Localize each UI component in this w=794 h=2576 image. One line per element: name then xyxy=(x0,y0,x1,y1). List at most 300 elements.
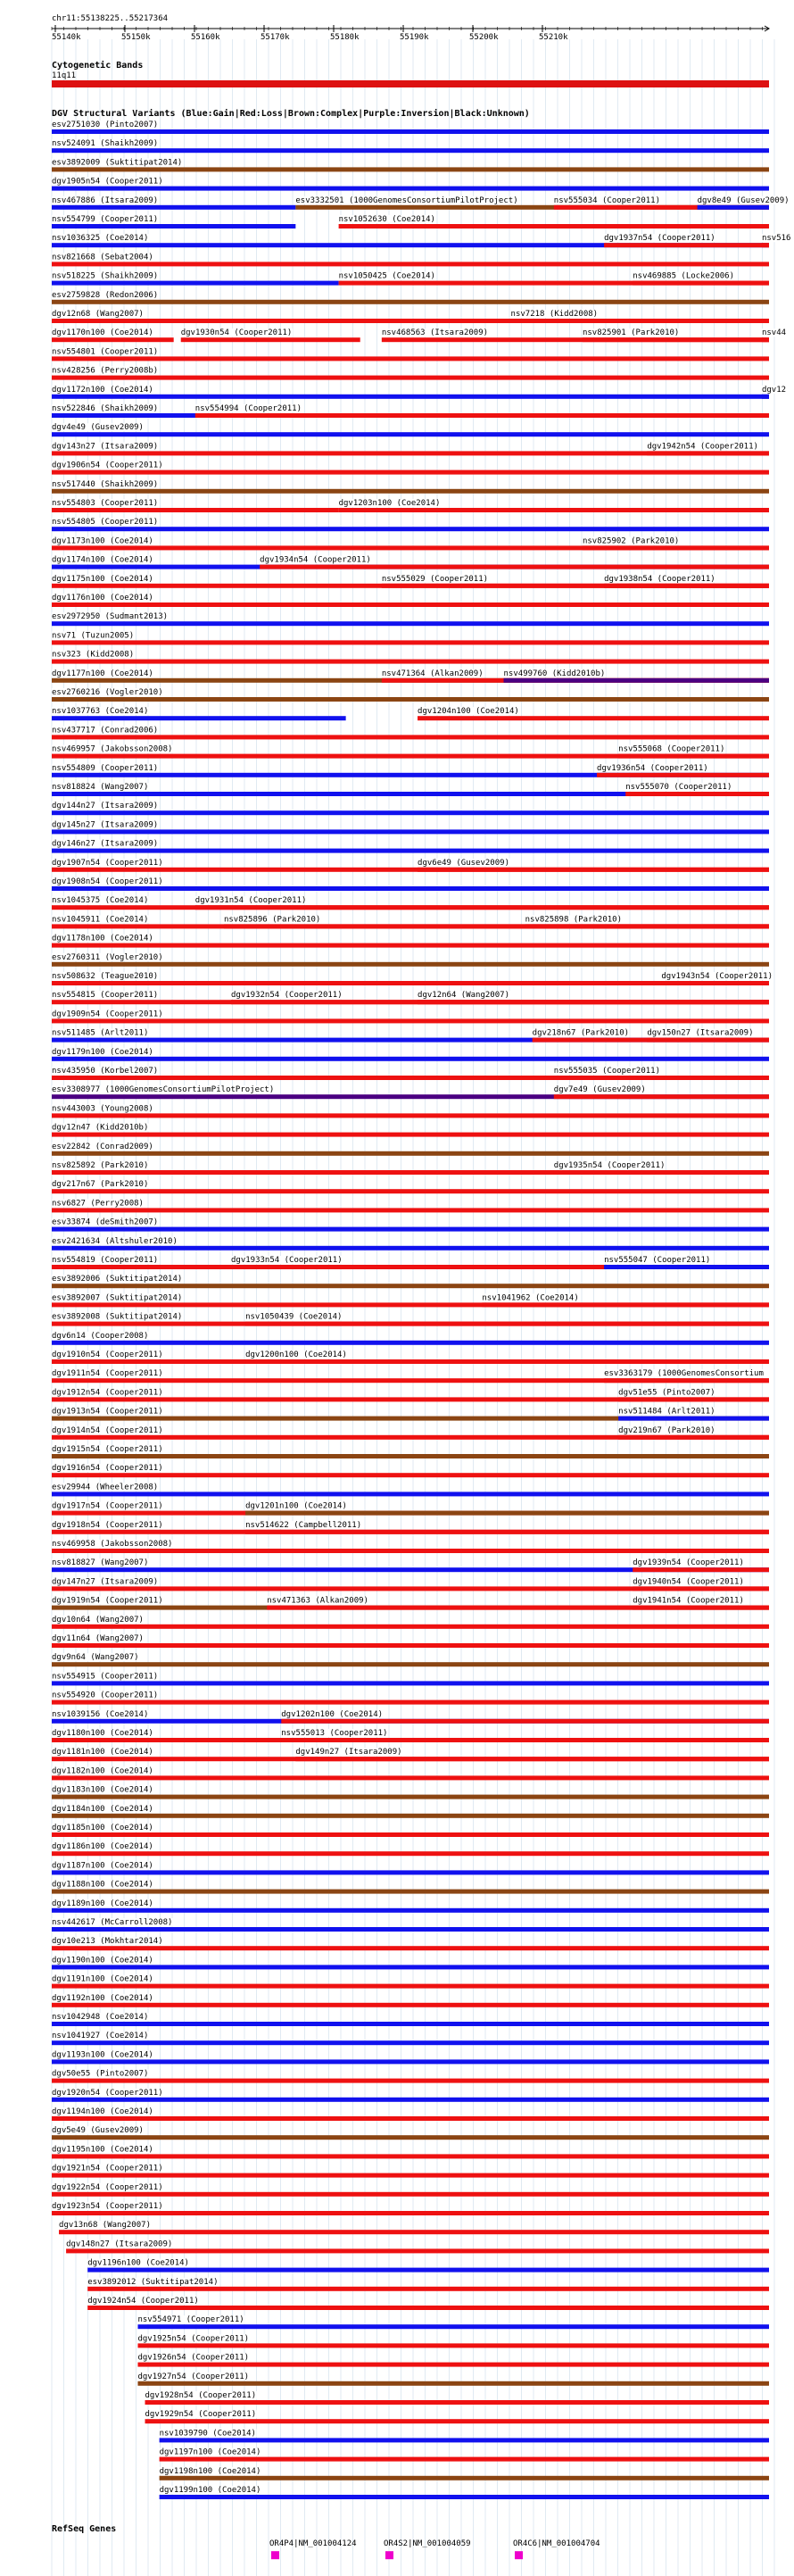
track-row xyxy=(52,651,769,664)
variant-bar-loss[interactable] xyxy=(52,1018,769,1023)
variant-label: nsv1036325 (Coe2014) xyxy=(52,234,149,244)
variant-bar-complex[interactable] xyxy=(245,1511,769,1516)
variant-bar-gain[interactable] xyxy=(52,810,769,815)
variant-bar-loss[interactable] xyxy=(418,1000,769,1004)
variant-label: nsv1042948 (Coe2014) xyxy=(52,2013,149,2022)
track-row xyxy=(52,1029,769,1043)
variant-bar-loss[interactable] xyxy=(52,1549,769,1553)
variant-bar-loss[interactable] xyxy=(137,2363,769,2367)
variant-bar-gain[interactable] xyxy=(52,224,295,229)
variant-label: nsv1050439 (Coe2014) xyxy=(245,1312,343,1322)
variant-bar-loss[interactable] xyxy=(195,905,769,910)
variant-label: dgv1943n54 (Cooper2011) xyxy=(661,972,773,981)
tick-label: 55210k xyxy=(539,33,568,42)
variant-bar-gain[interactable] xyxy=(52,129,769,134)
variant-label: esv3892006 (Suktitipat2014) xyxy=(52,1275,183,1284)
variant-bar-loss[interactable] xyxy=(52,640,769,644)
track-row xyxy=(52,1388,769,1401)
variant-label: dgv1914n54 (Cooper2011) xyxy=(52,1425,163,1435)
track-row xyxy=(52,1956,769,1969)
track-row xyxy=(52,461,769,475)
variant-bar-loss[interactable] xyxy=(52,735,769,739)
variant-bar-loss[interactable] xyxy=(418,868,769,872)
variant-bar-loss[interactable] xyxy=(52,1133,769,1137)
variant-label: nsv554805 (Cooper2011) xyxy=(52,518,159,528)
variant-label: nsv467886 (Itsara2009) xyxy=(52,195,159,205)
tick-label: 55140k xyxy=(52,33,81,42)
track-row xyxy=(52,1143,769,1156)
variant-bar-loss[interactable] xyxy=(52,1113,769,1118)
track-row xyxy=(52,1483,769,1496)
variant-label: nsv554819 (Cooper2011) xyxy=(52,1256,159,1265)
gene-exon-mark[interactable] xyxy=(385,2551,393,2559)
track-row xyxy=(87,2278,769,2291)
variant-label: dgv1930n54 (Cooper2011) xyxy=(180,328,293,338)
track-row xyxy=(52,1067,769,1080)
tick-label: 55160k xyxy=(191,33,220,42)
variant-bar-loss[interactable] xyxy=(633,1567,769,1572)
variant-label: nsv508632 (Teague2010) xyxy=(52,972,159,981)
variant-bar-loss[interactable] xyxy=(52,2173,769,2178)
variant-bar-gain[interactable] xyxy=(52,1681,769,1685)
variant-label: dgv1180n100 (Coe2014) xyxy=(52,1729,153,1738)
variant-label: dgv148n27 (Itsara2009) xyxy=(66,2239,173,2249)
track-row xyxy=(52,1104,769,1118)
variant-label: dgv1911n54 (Cooper2011) xyxy=(52,1369,163,1379)
variant-bar-complex[interactable] xyxy=(52,1454,769,1458)
variant-bar-loss[interactable] xyxy=(52,2154,769,2158)
track-row xyxy=(52,328,786,342)
variant-label: dgv1199n100 (Coe2014) xyxy=(159,2486,261,2495)
variant-bar-loss[interactable] xyxy=(145,2400,769,2405)
variant-label: dgv1183n100 (Coe2014) xyxy=(52,1785,153,1795)
variant-label: nsv555013 (Cooper2011) xyxy=(281,1729,388,1738)
variant-bar-loss[interactable] xyxy=(59,2230,769,2234)
variant-label: dgv1926n54 (Cooper2011) xyxy=(137,2353,250,2363)
variant-label: nsv818824 (Wang2007) xyxy=(52,783,149,792)
variant-bar-loss[interactable] xyxy=(52,943,769,948)
variant-label: nsv555029 (Cooper2011) xyxy=(381,574,489,584)
track-row xyxy=(52,1275,769,1288)
variant-bar-complex[interactable] xyxy=(52,1662,769,1666)
track-row xyxy=(52,1899,769,1913)
variant-label: dgv12n64 (Wang2007) xyxy=(418,991,509,1001)
variant-bar-loss[interactable] xyxy=(339,508,769,512)
variant-label: nsv821668 (Sebat2004) xyxy=(52,253,153,262)
variant-label: dgv1177n100 (Coe2014) xyxy=(52,669,153,678)
variant-label: dgv1913n54 (Cooper2011) xyxy=(52,1407,163,1417)
variant-label: nsv554920 (Cooper2011) xyxy=(52,1691,159,1700)
track-row xyxy=(137,2372,769,2386)
variant-bar-gain[interactable] xyxy=(604,1265,769,1269)
tick-label: 55180k xyxy=(330,33,360,42)
track-row xyxy=(52,1313,769,1326)
variant-bar-gain[interactable] xyxy=(52,1965,769,1969)
track-row xyxy=(145,2391,769,2405)
variant-label: dgv144n27 (Itsara2009) xyxy=(52,802,159,811)
track-row xyxy=(52,1616,769,1629)
variant-label: nsv323 (Kidd2008) xyxy=(52,650,135,660)
variant-bar-loss[interactable] xyxy=(87,2306,769,2310)
variant-label: dgv1181n100 (Coe2014) xyxy=(52,1748,153,1757)
track-row xyxy=(52,178,769,191)
variant-label: nsv554809 (Cooper2011) xyxy=(52,763,159,773)
variant-bar-loss[interactable] xyxy=(618,1397,769,1401)
variant-bar-loss[interactable] xyxy=(597,773,769,777)
track-row xyxy=(52,1180,769,1193)
variant-label: esv2972950 (Sudmant2013) xyxy=(52,612,169,622)
variant-bar-loss[interactable] xyxy=(295,1757,769,1761)
variant-label: esv2760311 (Vogler2010) xyxy=(52,952,163,962)
variant-label: dgv1927n54 (Cooper2011) xyxy=(137,2372,250,2381)
variant-label: dgv1922n54 (Cooper2011) xyxy=(52,2182,163,2192)
variant-bar-gain[interactable] xyxy=(160,2438,769,2442)
variant-label: dgv1925n54 (Cooper2011) xyxy=(137,2334,250,2344)
track-row xyxy=(52,1332,769,1345)
variant-bar-gain[interactable] xyxy=(52,1927,769,1932)
variant-bar-loss[interactable] xyxy=(52,660,769,664)
variant-label: dgv145n27 (Itsara2009) xyxy=(52,820,159,830)
variant-bar-gain[interactable] xyxy=(52,281,339,286)
position-label: chr11:55138225..55217364 xyxy=(52,14,169,23)
variant-bar-gain[interactable] xyxy=(52,187,769,191)
track-row xyxy=(52,1824,769,1837)
variant-bar-loss[interactable] xyxy=(52,1189,769,1193)
track-row xyxy=(52,877,769,891)
variant-bar-loss[interactable] xyxy=(52,337,174,342)
variant-label: esv22842 (Conrad2009) xyxy=(52,1142,153,1151)
track-row xyxy=(52,1653,769,1666)
variant-label: dgv1918n54 (Cooper2011) xyxy=(52,1520,163,1530)
track-row xyxy=(52,707,769,720)
variant-label: nsv7218 (Kidd2008) xyxy=(510,310,599,319)
variant-label: dgv1910n54 (Cooper2011) xyxy=(52,1350,163,1359)
variant-bar-gain[interactable] xyxy=(137,2324,769,2329)
track-row xyxy=(52,2107,769,2121)
variant-label: dgv1941n54 (Cooper2011) xyxy=(633,1596,744,1606)
track-row xyxy=(52,2126,769,2140)
cytoband-11q11[interactable] xyxy=(52,80,769,87)
variant-bar-loss[interactable] xyxy=(52,2003,769,2007)
variant-bar-gain[interactable] xyxy=(52,1246,769,1251)
variant-label: esv3332501 (1000GenomesConsortiumPilotProject) xyxy=(295,195,518,205)
variant-label: nsv555068 (Cooper2011) xyxy=(618,744,725,754)
variant-bar-loss[interactable] xyxy=(647,1038,769,1043)
variant-label: dgv1176n100 (Coe2014) xyxy=(52,594,153,602)
track-row xyxy=(52,404,769,418)
track-row xyxy=(52,1729,769,1742)
variant-label: nsv6827 (Perry2008) xyxy=(52,1199,144,1209)
variant-bar-loss[interactable] xyxy=(87,2287,769,2291)
variant-bar-complex[interactable] xyxy=(52,962,769,967)
variant-bar-gain[interactable] xyxy=(52,1908,769,1913)
variant-bar-loss[interactable] xyxy=(160,2457,769,2462)
variant-label: dgv1942n54 (Cooper2011) xyxy=(647,442,758,452)
variant-bar-loss[interactable] xyxy=(52,1775,769,1780)
track-row xyxy=(52,1577,769,1591)
track-row xyxy=(52,669,769,683)
variant-bar-gain[interactable] xyxy=(52,1341,769,1345)
track-row xyxy=(52,1237,769,1251)
variant-label: dgv1189n100 (Coe2014) xyxy=(52,1899,153,1908)
variant-bar-loss[interactable] xyxy=(260,565,769,569)
variant-label: dgv1196n100 (Coe2014) xyxy=(87,2258,189,2268)
variant-bar-loss[interactable] xyxy=(52,2079,769,2083)
variant-bar-gain[interactable] xyxy=(52,205,295,210)
variant-bar-loss[interactable] xyxy=(52,1832,769,1837)
variant-bar-complex[interactable] xyxy=(52,1284,769,1288)
variant-bar-loss[interactable] xyxy=(52,2116,769,2121)
variant-bar-gain[interactable] xyxy=(52,849,769,853)
variant-bar-loss[interactable] xyxy=(482,1302,769,1307)
variant-bar-loss[interactable] xyxy=(195,413,769,418)
variant-bar-loss[interactable] xyxy=(52,1984,769,1989)
variant-label: dgv1193n100 (Coe2014) xyxy=(52,2050,153,2060)
variant-bar-loss[interactable] xyxy=(66,2248,769,2253)
variant-label: nsv1041962 (Coe2014) xyxy=(482,1293,579,1303)
variant-bar-loss[interactable] xyxy=(52,602,769,607)
variant-bar-complex[interactable] xyxy=(52,489,769,494)
track-row xyxy=(52,2089,769,2102)
variant-bar-loss[interactable] xyxy=(52,1700,769,1705)
variant-label: nsv825896 (Park2010) xyxy=(223,915,321,925)
variant-label: dgv1184n100 (Coe2014) xyxy=(52,1804,153,1814)
variant-label: dgv1909n54 (Cooper2011) xyxy=(52,1010,163,1019)
variant-label: nsv471363 (Alkan2009) xyxy=(267,1596,368,1606)
variant-label: dgv1906n54 (Cooper2011) xyxy=(52,461,163,470)
variant-bar-gain[interactable] xyxy=(618,1417,769,1421)
variant-label: nsv825901 (Park2010) xyxy=(582,328,680,338)
variant-bar-loss[interactable] xyxy=(137,2343,769,2347)
variant-bar-complex[interactable] xyxy=(52,167,769,171)
variant-bar-loss[interactable] xyxy=(625,792,769,796)
variant-bar-complex[interactable] xyxy=(52,1151,769,1156)
variant-bar-loss[interactable] xyxy=(554,1094,769,1099)
variant-label: dgv1919n54 (Cooper2011) xyxy=(52,1596,163,1606)
variant-label: dgv1916n54 (Cooper2011) xyxy=(52,1464,163,1474)
variant-label: dgv1173n100 (Coe2014) xyxy=(52,536,153,546)
variant-bar-gain[interactable] xyxy=(52,886,769,891)
track-row xyxy=(145,2410,769,2423)
variant-bar-loss[interactable] xyxy=(661,981,769,985)
variant-label: dgv1170n100 (Coe2014) xyxy=(52,328,153,338)
variant-bar-gain[interactable] xyxy=(52,1057,769,1061)
variant-bar-loss[interactable] xyxy=(281,1738,769,1742)
variant-bar-loss[interactable] xyxy=(604,584,769,588)
variant-bar-gain[interactable] xyxy=(52,621,769,626)
variant-bar-loss[interactable] xyxy=(52,1473,769,1477)
variant-bar-complex[interactable] xyxy=(52,697,769,702)
variant-bar-complex[interactable] xyxy=(137,2381,769,2386)
variant-bar-complex[interactable] xyxy=(52,1814,769,1818)
gene-exon-mark[interactable] xyxy=(271,2551,279,2559)
variant-bar-loss[interactable] xyxy=(554,1076,769,1080)
variant-label: nsv1045911 (Coe2014) xyxy=(52,915,149,925)
variant-label: dgv1186n100 (Coe2014) xyxy=(52,1842,153,1852)
variant-bar-loss[interactable] xyxy=(52,376,769,380)
variant-bar-gain[interactable] xyxy=(52,2098,769,2102)
variant-label: nsv554801 (Cooper2011) xyxy=(52,347,159,357)
variant-bar-loss[interactable] xyxy=(525,924,769,928)
variant-bar-gain[interactable] xyxy=(52,2059,769,2064)
variant-bar-loss[interactable] xyxy=(762,243,769,247)
variant-label: nsv499760 (Kidd2010b) xyxy=(503,669,606,678)
variant-bar-loss[interactable] xyxy=(418,716,769,720)
gene-label: OR4P4|NM_001004124 xyxy=(269,2539,357,2549)
variant-bar-gain[interactable] xyxy=(160,2495,769,2499)
gene-exon-mark[interactable] xyxy=(515,2551,523,2559)
variant-label: dgv12 xyxy=(761,385,787,395)
variant-bar-complex[interactable] xyxy=(52,300,769,304)
variant-bar-loss[interactable] xyxy=(52,1946,769,1950)
variant-label: dgv51e55 (Pinto2007) xyxy=(618,1388,715,1398)
variant-bar-loss[interactable] xyxy=(245,1322,769,1326)
variant-bar-gain[interactable] xyxy=(52,1870,769,1874)
track-row xyxy=(52,2032,769,2045)
variant-label: dgv1931n54 (Cooper2011) xyxy=(194,896,307,906)
variant-label: nsv522846 (Shaikh2009) xyxy=(52,404,159,413)
track-row xyxy=(52,1994,769,2007)
variant-label: nsv825898 (Park2010) xyxy=(525,915,623,925)
variant-bar-loss[interactable] xyxy=(339,224,769,229)
track-row xyxy=(52,1597,769,1610)
track-row xyxy=(52,1445,769,1458)
variant-label: esv3308977 (1000GenomesConsortiumPilotProject) xyxy=(52,1085,275,1095)
track-row xyxy=(52,556,769,569)
variant-bar-loss[interactable] xyxy=(604,243,769,247)
variant-bar-complex[interactable] xyxy=(52,2135,769,2140)
variant-bar-loss[interactable] xyxy=(618,754,769,759)
track-row xyxy=(52,196,790,210)
variant-bar-loss[interactable] xyxy=(245,1530,769,1534)
variant-bar-loss[interactable] xyxy=(633,281,769,286)
track-row xyxy=(52,594,769,607)
variant-bar-loss[interactable] xyxy=(52,262,769,266)
variant-label: nsv517440 (Shaikh2009) xyxy=(52,479,159,489)
track-row xyxy=(52,1350,769,1364)
ruler[interactable] xyxy=(0,0,794,42)
variant-bar-complex[interactable] xyxy=(160,2476,769,2480)
tick-label: 55200k xyxy=(469,33,499,42)
variant-bar-gain[interactable] xyxy=(52,432,769,436)
variant-bar-gain[interactable] xyxy=(52,527,769,531)
variant-bar-loss[interactable] xyxy=(52,1643,769,1648)
variant-bar-loss[interactable] xyxy=(583,337,769,342)
variant-label: esv2421634 (Altshuler2010) xyxy=(52,1236,178,1246)
variant-label: nsv1045375 (Coe2014) xyxy=(52,896,149,906)
track-row xyxy=(52,764,769,777)
variant-label: dgv1924n54 (Cooper2011) xyxy=(87,2297,199,2306)
variant-bar-loss[interactable] xyxy=(52,1851,769,1856)
variant-label: dgv12n47 (Kidd2010b) xyxy=(52,1123,149,1133)
variant-bar-loss[interactable] xyxy=(245,1359,769,1364)
variant-label: dgv1182n100 (Coe2014) xyxy=(52,1766,153,1776)
variant-bar-loss[interactable] xyxy=(511,319,769,323)
variant-bar-loss[interactable] xyxy=(604,1378,769,1383)
variant-bar-gain[interactable] xyxy=(87,2268,769,2273)
variant-bar-inversion[interactable] xyxy=(504,678,769,683)
variant-bar-gain[interactable] xyxy=(52,148,769,153)
variant-label: nsv518225 (Shaikh2009) xyxy=(52,271,159,281)
variant-bar-loss[interactable] xyxy=(145,2419,769,2423)
variant-bar-loss[interactable] xyxy=(181,337,360,342)
variant-label: esv3892007 (Suktitipat2014) xyxy=(52,1293,183,1303)
track-row xyxy=(52,1256,769,1269)
track-row xyxy=(52,896,769,910)
cytogenetic-bands-title: Cytogenetic Bands xyxy=(52,61,144,71)
variant-bar-loss[interactable] xyxy=(618,1435,769,1440)
variant-bar-loss[interactable] xyxy=(554,1170,769,1175)
variant-label: nsv555034 (Cooper2011) xyxy=(553,195,661,205)
track-row xyxy=(66,2239,769,2253)
track-row xyxy=(52,2183,769,2197)
variant-bar-loss[interactable] xyxy=(52,470,769,475)
variant-label: dgv1174n100 (Coe2014) xyxy=(52,555,153,565)
variant-bar-loss[interactable] xyxy=(52,1208,769,1212)
variant-bar-gain[interactable] xyxy=(52,829,769,834)
tick-label: 55150k xyxy=(121,33,151,42)
variant-label: nsv1050425 (Coe2014) xyxy=(338,271,435,281)
variant-bar-gain[interactable] xyxy=(52,1492,769,1496)
variant-bar-loss[interactable] xyxy=(633,1586,769,1591)
variant-bar-loss[interactable] xyxy=(52,356,769,361)
variant-bar-loss[interactable] xyxy=(52,508,339,512)
variant-bar-loss[interactable] xyxy=(633,1606,769,1610)
variant-bar-loss[interactable] xyxy=(762,337,769,342)
track-row xyxy=(52,234,791,247)
variant-bar-gain[interactable] xyxy=(762,395,769,399)
track-row xyxy=(137,2315,769,2329)
track-row xyxy=(52,915,769,928)
variant-label: dgv1929n54 (Cooper2011) xyxy=(145,2410,257,2420)
variant-bar-complex[interactable] xyxy=(52,1795,769,1799)
track-row xyxy=(52,215,769,229)
variant-bar-loss[interactable] xyxy=(583,545,769,550)
variant-bar-loss[interactable] xyxy=(52,1625,769,1629)
variant-bar-loss[interactable] xyxy=(281,1719,769,1724)
variant-label: dgv1178n100 (Coe2014) xyxy=(52,934,153,943)
variant-label: dgv1203n100 (Coe2014) xyxy=(338,499,441,508)
variant-bar-loss[interactable] xyxy=(52,2192,769,2197)
variant-label: dgv12n68 (Wang2007) xyxy=(52,310,144,319)
track-row xyxy=(52,802,769,815)
variant-bar-gain[interactable] xyxy=(52,1227,769,1232)
variant-bar-loss[interactable] xyxy=(52,2211,769,2215)
track-row xyxy=(52,1672,769,1685)
variant-label: esv3892008 (Suktitipat2014) xyxy=(52,1312,183,1322)
variant-bar-gain[interactable] xyxy=(52,2040,769,2045)
variant-bar-gain[interactable] xyxy=(52,395,769,399)
variant-label: dgv6n14 (Cooper2008) xyxy=(52,1331,149,1341)
variant-bar-complex[interactable] xyxy=(52,1890,769,1894)
variant-bar-loss[interactable] xyxy=(647,451,769,455)
variant-bar-gain[interactable] xyxy=(52,2022,769,2026)
variant-label: dgv147n27 (Itsara2009) xyxy=(52,1577,159,1587)
variant-label: nsv1037763 (Coe2014) xyxy=(52,707,149,717)
track-row xyxy=(52,1502,769,1516)
track-row xyxy=(52,575,769,588)
variant-label: dgv1200n100 (Coe2014) xyxy=(245,1350,347,1359)
band-label: 11q11 xyxy=(52,71,77,80)
track-row xyxy=(52,1464,769,1477)
track-row xyxy=(52,859,769,872)
track-row xyxy=(52,991,769,1004)
track-row xyxy=(52,158,769,171)
variant-bar-gain[interactable] xyxy=(698,205,769,210)
track-row xyxy=(52,953,769,967)
track-row xyxy=(160,2429,769,2442)
variant-bar-gain[interactable] xyxy=(52,716,346,720)
